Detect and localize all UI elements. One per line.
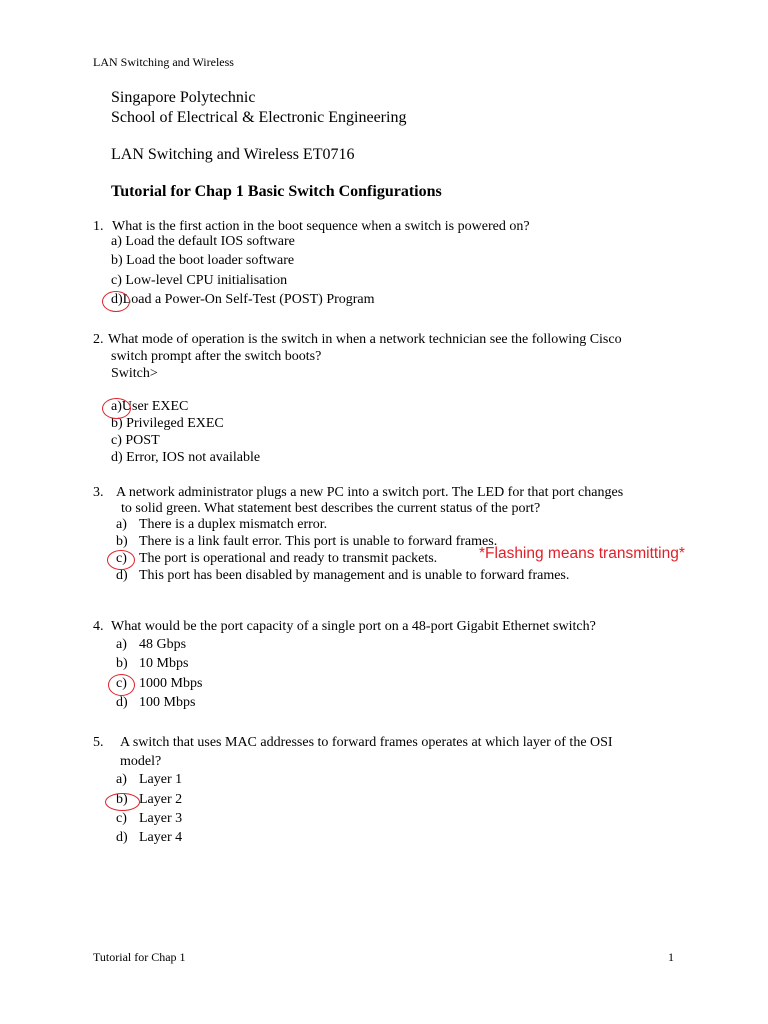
option-text: Low-level CPU initialisation bbox=[125, 273, 288, 288]
option-letter: d) bbox=[111, 292, 123, 307]
option-letter: b) bbox=[116, 656, 128, 671]
option-text: 1000 Mbps bbox=[139, 676, 203, 691]
question-text: A network administrator plugs a new PC into a switch port. The LED for that port changes bbox=[116, 485, 624, 500]
option-1d bbox=[111, 292, 375, 308]
option-2d bbox=[111, 450, 260, 466]
option-1c bbox=[111, 273, 287, 289]
option-letter: c) bbox=[111, 433, 122, 448]
question-3 bbox=[93, 484, 624, 516]
option-text: The port is operational and ready to transmit packets. bbox=[139, 551, 438, 566]
question-text: What mode of operation is the switch in when a network technician see the following Cisco bbox=[108, 332, 622, 347]
question-prompt: Switch> bbox=[111, 366, 158, 381]
option-letter: b) bbox=[116, 534, 128, 549]
question-number: 3. bbox=[93, 485, 104, 500]
option-4c bbox=[116, 676, 202, 692]
question-2 bbox=[93, 331, 622, 381]
option-text: There is a duplex mismatch error. bbox=[139, 517, 328, 532]
option-letter: a) bbox=[116, 637, 127, 652]
option-letter: d) bbox=[116, 695, 128, 710]
option-text: Layer 2 bbox=[139, 792, 183, 807]
option-text: User EXEC bbox=[121, 399, 189, 414]
page-number: 1 bbox=[668, 950, 674, 964]
option-letter: a) bbox=[116, 517, 127, 532]
option-text: Privileged EXEC bbox=[126, 416, 224, 431]
option-text: Load the boot loader software bbox=[126, 253, 295, 268]
option-1a bbox=[111, 234, 295, 250]
option-letter: d) bbox=[116, 830, 128, 845]
course-title: LAN Switching and Wireless ET0716 bbox=[111, 146, 355, 163]
option-4d bbox=[116, 695, 195, 711]
option-text: Layer 4 bbox=[139, 830, 183, 845]
option-letter: c) bbox=[116, 551, 127, 566]
option-text: There is a link fault error. This port is unable to forward frames. bbox=[139, 534, 498, 549]
question-1 bbox=[93, 218, 530, 235]
question-text: What is the first action in the boot sequence when a switch is powered on? bbox=[112, 219, 530, 234]
option-3a bbox=[116, 517, 327, 533]
option-5d bbox=[116, 830, 182, 846]
option-letter: d) bbox=[116, 568, 128, 583]
option-1b bbox=[111, 253, 294, 269]
institution-name: Singapore Polytechnic bbox=[111, 89, 256, 106]
question-text: model? bbox=[120, 754, 162, 769]
question-text: A switch that uses MAC addresses to forward frames operates at which layer of the OSI bbox=[120, 735, 613, 750]
option-letter: c) bbox=[116, 676, 127, 691]
option-letter: c) bbox=[116, 811, 127, 826]
option-2c bbox=[111, 433, 160, 449]
tutorial-title: Tutorial for Chap 1 Basic Switch Configurations bbox=[111, 183, 442, 200]
option-letter: c) bbox=[111, 273, 122, 288]
question-number: 5. bbox=[93, 735, 104, 750]
question-text: to solid green. What statement best describes the current status of the port? bbox=[121, 501, 541, 516]
question-number: 4. bbox=[93, 619, 104, 634]
option-5a bbox=[116, 772, 182, 788]
option-text: Layer 1 bbox=[139, 772, 183, 787]
option-letter: d) bbox=[111, 450, 123, 465]
footer-title: Tutorial for Chap 1 bbox=[93, 950, 186, 964]
handwritten-annotation: *Flashing means transmitting* bbox=[479, 545, 685, 562]
option-5c bbox=[116, 811, 182, 827]
school-name: School of Electrical & Electronic Engineering bbox=[111, 109, 407, 126]
option-letter: b) bbox=[111, 416, 123, 431]
option-2b bbox=[111, 416, 224, 432]
option-text: This port has been disabled by management and is unable to forward frames. bbox=[139, 568, 570, 583]
running-header: LAN Switching and Wireless bbox=[93, 55, 234, 69]
option-2a bbox=[111, 399, 188, 415]
option-3b bbox=[116, 534, 497, 550]
question-number: 2. bbox=[93, 332, 104, 347]
question-text: What would be the port capacity of a single port on a 48-port Gigabit Ethernet switch? bbox=[111, 619, 596, 634]
option-3c bbox=[116, 551, 437, 567]
option-letter: b) bbox=[111, 253, 123, 268]
option-text: 10 Mbps bbox=[139, 656, 189, 671]
option-letter: a) bbox=[111, 234, 122, 249]
option-text: Error, IOS not available bbox=[126, 450, 261, 465]
question-number: 1. bbox=[93, 219, 104, 234]
option-text: 100 Mbps bbox=[139, 695, 196, 710]
option-3d bbox=[116, 568, 569, 584]
option-4b bbox=[116, 656, 188, 672]
option-text: Load a Power-On Self-Test (POST) Program bbox=[122, 292, 375, 307]
option-text: POST bbox=[125, 433, 160, 448]
question-5 bbox=[93, 734, 613, 769]
question-4 bbox=[93, 618, 596, 635]
option-4a bbox=[116, 637, 186, 653]
option-letter: a) bbox=[116, 772, 127, 787]
question-text: switch prompt after the switch boots? bbox=[111, 349, 322, 364]
option-text: 48 Gbps bbox=[139, 637, 187, 652]
option-text: Layer 3 bbox=[139, 811, 183, 826]
option-letter: b) bbox=[116, 792, 128, 807]
option-text: Load the default IOS software bbox=[125, 234, 295, 249]
option-letter: a) bbox=[111, 399, 122, 414]
option-5b bbox=[116, 792, 182, 808]
